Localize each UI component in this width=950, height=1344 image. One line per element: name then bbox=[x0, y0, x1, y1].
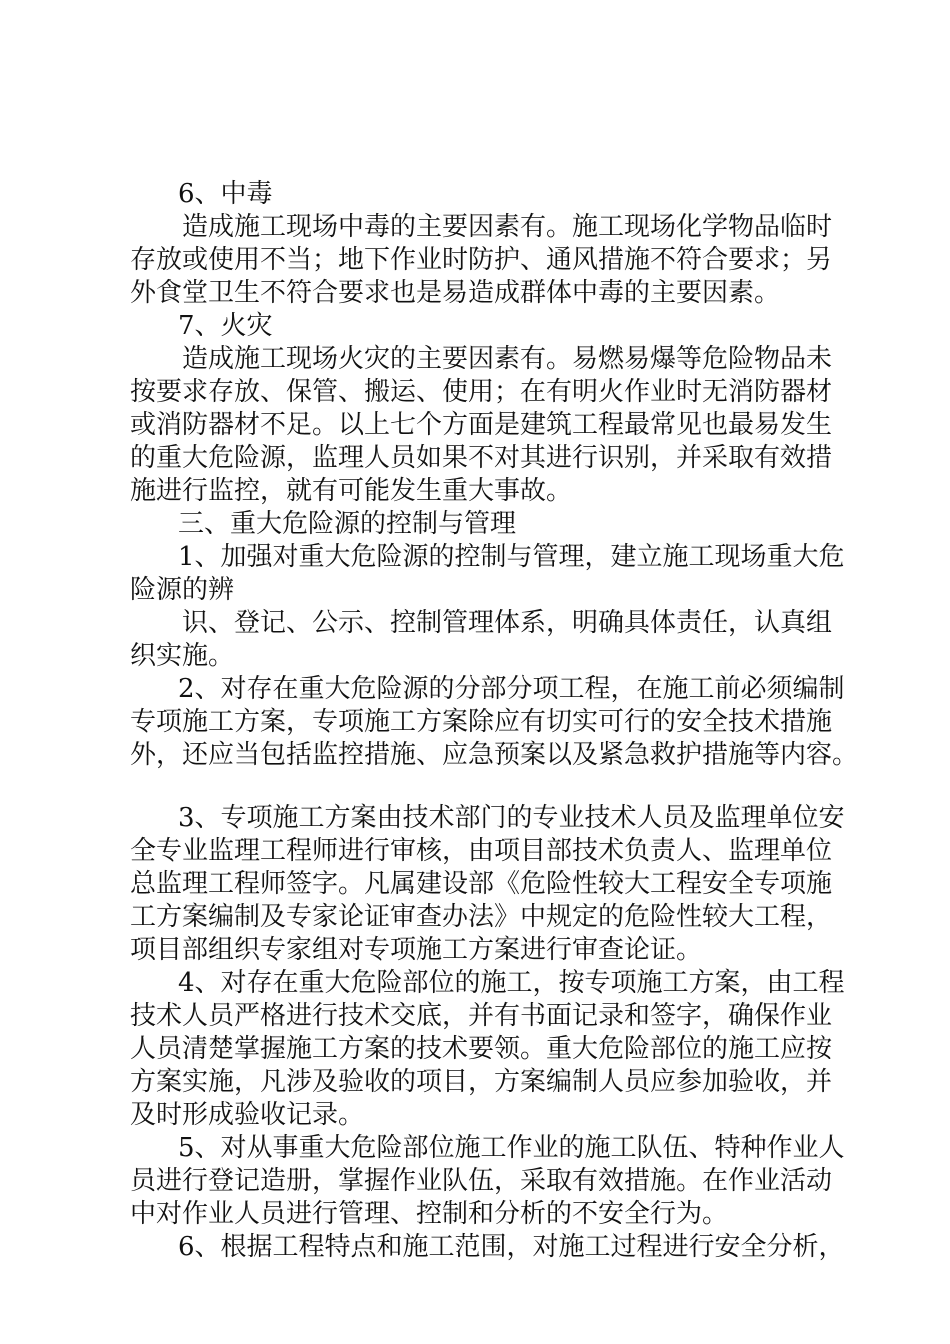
paragraph-line: 4、对存在重大危险部位的施工，按专项施工方案，由工程 bbox=[178, 968, 845, 998]
heading-poisoning: 6、中毒 bbox=[178, 179, 273, 209]
paragraph-line: 项目部组织专家组对专项施工方案进行审查论证。 bbox=[130, 935, 703, 965]
paragraph-line: 员进行登记造册，掌握作业队伍，采取有效措施。在作业活动 bbox=[130, 1166, 833, 1196]
paragraph-line: 2、对存在重大危险源的分部分项工程，在施工前必须编制 bbox=[178, 674, 845, 704]
paragraph-line: 外食堂卫生不符合要求也是易造成群体中毒的主要因素。 bbox=[130, 278, 781, 308]
paragraph-line: 施进行监控，就有可能发生重大事故。 bbox=[130, 476, 573, 506]
paragraph-line: 方案实施，凡涉及验收的项目，方案编制人员应参加验收，并 bbox=[130, 1067, 833, 1097]
paragraph-line: 专项施工方案，专项施工方案除应有切实可行的安全技术措施 bbox=[130, 707, 833, 737]
paragraph-line: 技术人员严格进行技术交底，并有书面记录和签字，确保作业 bbox=[130, 1001, 833, 1031]
paragraph-line: 造成施工现场中毒的主要因素有。施工现场化学物品临时 bbox=[182, 212, 833, 242]
paragraph-line: 全专业监理工程师进行审核，由项目部技术负责人、监理单位 bbox=[130, 836, 833, 866]
paragraph-line: 1、加强对重大危险源的控制与管理，建立施工现场重大危 bbox=[178, 542, 845, 572]
paragraph-line: 织实施。 bbox=[130, 641, 235, 671]
paragraph-line: 3、专项施工方案由技术部门的专业技术人员及监理单位安 bbox=[178, 803, 845, 833]
paragraph-line: 及时形成验收记录。 bbox=[130, 1100, 365, 1130]
paragraph-line: 工方案编制及专家论证审查办法》中规定的危险性较大工程， bbox=[130, 902, 833, 932]
paragraph-line: 6、根据工程特点和施工范围，对施工过程进行安全分析， bbox=[178, 1232, 845, 1262]
paragraph-line: 造成施工现场火灾的主要因素有。易燃易爆等危险物品未 bbox=[182, 344, 833, 374]
heading-fire: 7、火灾 bbox=[178, 311, 273, 341]
paragraph-line: 险源的辨 bbox=[130, 575, 235, 605]
paragraph-line: 的重大危险源，监理人员如果不对其进行识别，并采取有效措 bbox=[130, 443, 833, 473]
section-heading: 三、重大危险源的控制与管理 bbox=[178, 509, 517, 539]
paragraph-line: 识、登记、公示、控制管理体系，明确具体责任，认真组 bbox=[182, 608, 833, 638]
paragraph-line: 总监理工程师签字。凡属建设部《危险性较大工程安全专项施 bbox=[130, 869, 833, 899]
paragraph-line: 外，还应当包括监控措施、应急预案以及紧急救护措施等内容。 bbox=[130, 740, 859, 770]
paragraph-line: 5、对从事重大危险部位施工作业的施工队伍、特种作业人 bbox=[178, 1133, 845, 1163]
paragraph-line: 人员清楚掌握施工方案的技术要领。重大危险部位的施工应按 bbox=[130, 1034, 833, 1064]
paragraph-line: 或消防器材不足。以上七个方面是建筑工程最常见也最易发生 bbox=[130, 410, 833, 440]
paragraph-line: 存放或使用不当；地下作业时防护、通风措施不符合要求；另 bbox=[130, 245, 833, 275]
paragraph-line: 中对作业人员进行管理、控制和分析的不安全行为。 bbox=[130, 1199, 729, 1229]
paragraph-line: 按要求存放、保管、搬运、使用；在有明火作业时无消防器材 bbox=[130, 377, 833, 407]
